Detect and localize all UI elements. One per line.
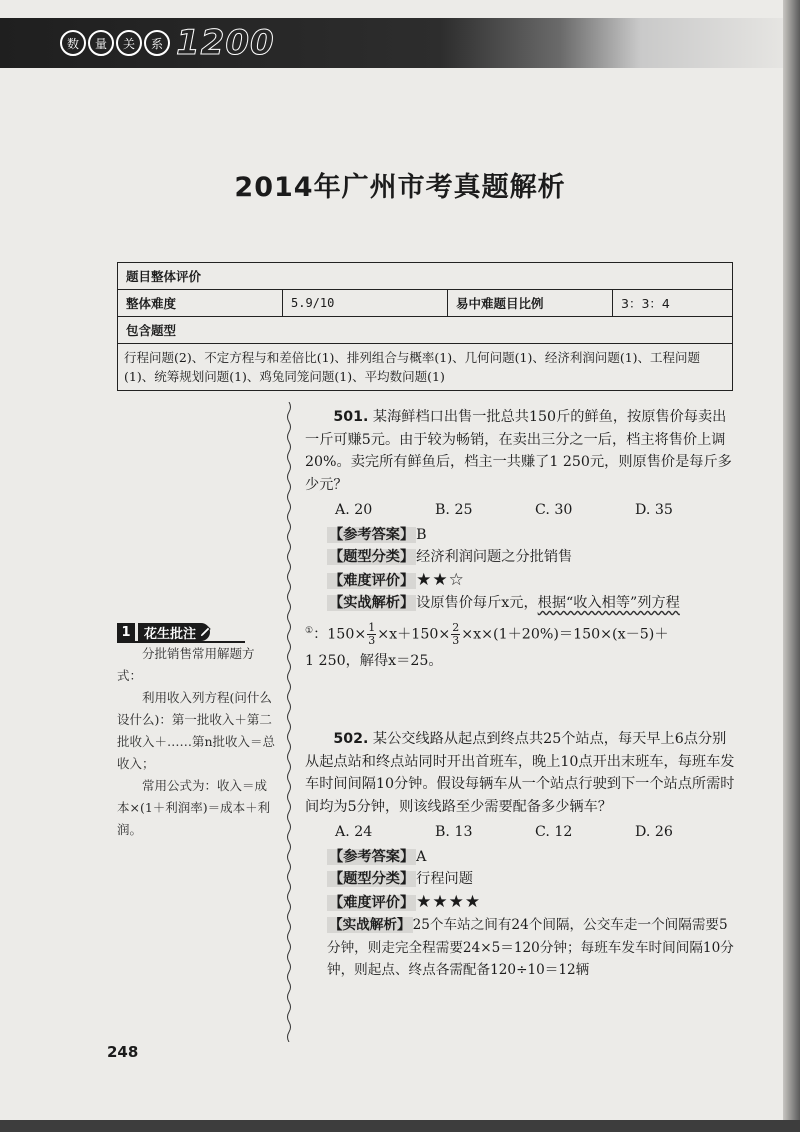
brand-char: 系 bbox=[144, 30, 170, 56]
analysis-highlight: 根据“收入相等”列方程 bbox=[537, 595, 680, 611]
difficulty-row bbox=[305, 891, 735, 915]
side-note-body bbox=[117, 643, 277, 841]
question-text: 某公交线路从起点到终点共25个站点，每天早上6点分别从起点站和终点站同时开出首班车，晚上10点开出末班车，每班车发车时间间隔10分钟。假设每辆车从一个站点行驶到下一个站点所需时间均为5分钟，则该线路至少需要配备多少辆车？ bbox=[305, 731, 735, 815]
analysis-text: 设原售价每斤x元， bbox=[416, 595, 538, 611]
side-note-line: 利用收入列方程(问什么设什么)：第一批收入＋第二批收入＋……第n批收入＝总收入； bbox=[117, 690, 276, 771]
category-label: 【题型分类】 bbox=[329, 871, 415, 887]
equation-part: ×x＋150× bbox=[377, 626, 451, 643]
question-number: 502. bbox=[333, 731, 369, 747]
category-label: 【题型分类】 bbox=[329, 549, 415, 565]
equation-result: 1 250，解得x＝25。 bbox=[305, 653, 443, 670]
side-note-number: 1 bbox=[117, 623, 135, 641]
category-row bbox=[305, 868, 735, 891]
question-stem bbox=[305, 728, 735, 818]
brand-char: 数 bbox=[60, 30, 86, 56]
side-note-line: 常用公式为：收入＝成本×(1＋利润率)＝成本＋利润。 bbox=[117, 778, 271, 837]
category-row bbox=[305, 546, 735, 569]
numerator: 2 bbox=[452, 620, 460, 634]
answer-row bbox=[305, 846, 735, 869]
fraction bbox=[451, 622, 460, 647]
option-a: A. 24 bbox=[335, 824, 373, 840]
question-stem bbox=[305, 406, 735, 496]
analysis-label: 【实战解析】 bbox=[329, 595, 415, 611]
difficulty-stars: ★★★★ bbox=[416, 891, 482, 912]
answer-label: 【参考答案】 bbox=[329, 526, 415, 543]
difficulty-label: 整体难度 bbox=[118, 290, 283, 317]
brand-char: 关 bbox=[116, 30, 142, 56]
page-bottom-edge bbox=[0, 1120, 800, 1132]
side-note-line: 分批销售常用解题方式： bbox=[117, 646, 255, 683]
numerator: 1 bbox=[368, 620, 376, 634]
brand-number: 1200 bbox=[176, 23, 275, 63]
equation-part: ：150× bbox=[313, 626, 367, 643]
brand-char: 量 bbox=[88, 30, 114, 56]
difficulty-label: 【难度评价】 bbox=[329, 894, 415, 911]
evaluation-table bbox=[117, 262, 733, 391]
answer-row bbox=[305, 524, 735, 547]
options bbox=[305, 821, 735, 844]
analysis-text: 25个车站之间有24个间隔，公交车走一个间隔需要5分钟，则走完全程需要24×5＝120分钟；每班车发车时间间隔10分钟，则起点、终点各需配备120÷10＝12辆 bbox=[327, 917, 734, 978]
question-502 bbox=[305, 728, 735, 982]
option-b: B. 25 bbox=[435, 502, 473, 518]
analysis-row bbox=[305, 592, 735, 615]
ratio-value: 3：3：4 bbox=[613, 290, 733, 317]
option-d: D. 35 bbox=[635, 502, 673, 518]
types-value: 行程问题(2)、不定方程与和差倍比(1)、排列组合与概率(1)、几何问题(1)、经济利润问题(1)、工程问题(1)、统筹规划问题(1)、鸡兔同笼问题(1)、平均数问题(1) bbox=[118, 344, 733, 391]
category-value: 经济利润问题之分批销售 bbox=[416, 549, 573, 565]
denominator: 3 bbox=[452, 633, 460, 647]
difficulty-row bbox=[305, 569, 735, 593]
question-text: 某海鲜档口出售一批总共150斤的鲜鱼，按原售价每卖出一斤可赚5元。由于较为畅销，在卖出三分之一后，档主将售价上调20%。卖完所有鲜鱼后，档主一共赚了1 250元，则原售价是每斤多少元？ bbox=[305, 409, 732, 493]
category-value: 行程问题 bbox=[416, 871, 473, 887]
side-note-label: 花生批注 bbox=[138, 623, 210, 641]
option-c: C. 30 bbox=[535, 502, 573, 518]
analysis-row bbox=[305, 914, 735, 982]
difficulty-stars: ★★☆ bbox=[416, 569, 465, 590]
column-divider bbox=[286, 402, 292, 1042]
equation-line bbox=[305, 615, 735, 651]
option-d: D. 26 bbox=[635, 824, 673, 840]
answer-label: 【参考答案】 bbox=[329, 848, 415, 865]
question-number: 501. bbox=[333, 409, 369, 425]
types-label: 包含题型 bbox=[118, 317, 733, 344]
ratio-label: 易中难题目比例 bbox=[448, 290, 613, 317]
difficulty-value: 5.9/10 bbox=[283, 290, 448, 317]
evaluation-heading: 题目整体评价 bbox=[118, 263, 733, 290]
option-a: A. 20 bbox=[335, 502, 373, 518]
pencil-icon bbox=[198, 625, 212, 639]
side-note-header bbox=[117, 623, 212, 641]
difficulty-label: 【难度评价】 bbox=[329, 572, 415, 589]
page-number: 248 bbox=[107, 1043, 139, 1061]
page-edge-shadow bbox=[783, 0, 800, 1132]
option-b: B. 13 bbox=[435, 824, 473, 840]
page-title: 2014年广州市考真题解析 bbox=[234, 172, 566, 203]
denominator: 3 bbox=[368, 633, 376, 647]
option-c: C. 12 bbox=[535, 824, 573, 840]
equation-part: ×x×(1＋20%)＝150×(x－5)＋ bbox=[461, 626, 669, 643]
options bbox=[305, 499, 735, 522]
answer-value: A bbox=[416, 848, 427, 865]
book-brand bbox=[60, 22, 275, 64]
footnote-marker: ① bbox=[305, 625, 314, 636]
answer-value: B bbox=[416, 526, 427, 543]
fraction bbox=[367, 622, 376, 647]
question-501 bbox=[305, 406, 735, 673]
analysis-label: 【实战解析】 bbox=[329, 917, 411, 933]
